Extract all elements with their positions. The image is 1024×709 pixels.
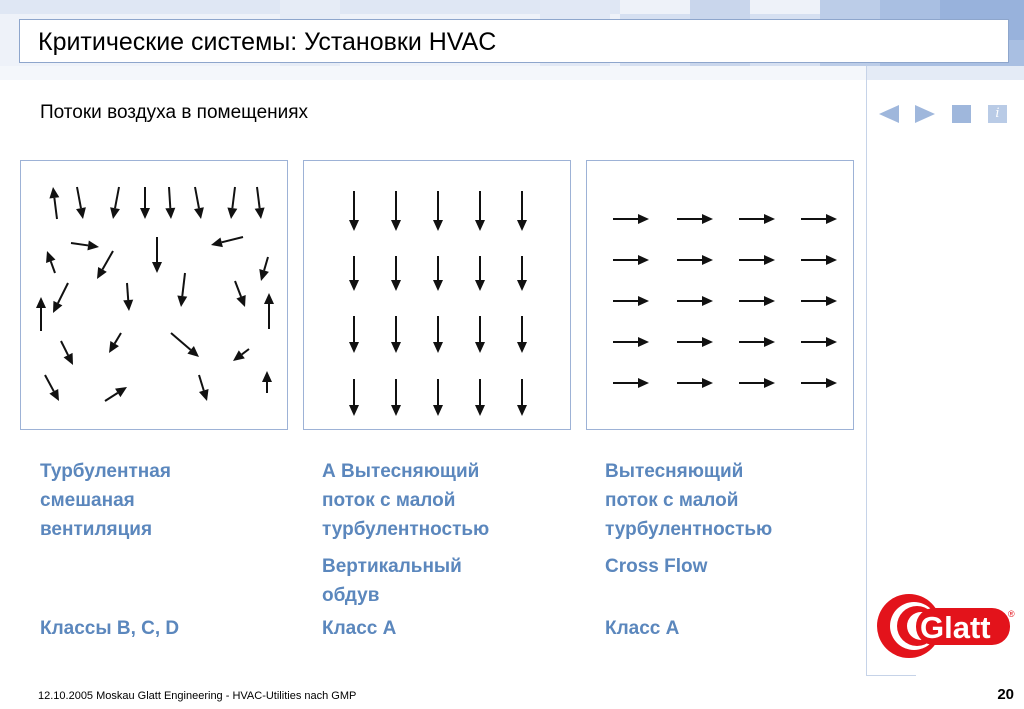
- flow-arrow: [152, 237, 162, 273]
- flow-arrow: [211, 237, 243, 247]
- flow-arrow: [517, 191, 527, 231]
- flow-arrow: [739, 378, 775, 388]
- flow-arrow: [739, 337, 775, 347]
- flow-arrow: [433, 316, 443, 353]
- flow-arrow: [233, 349, 249, 361]
- flow-arrow: [349, 379, 359, 416]
- flow-arrow: [262, 371, 272, 393]
- logo-registered: ®: [1008, 609, 1015, 619]
- class-label-turbulent: Классы B, C, D: [40, 618, 180, 639]
- flow-arrow: [517, 256, 527, 291]
- flow-arrow: [739, 214, 775, 224]
- flow-arrow: [255, 187, 265, 219]
- flow-arrow: [36, 297, 46, 331]
- column-crossflow: [605, 457, 855, 581]
- flow-arrow: [517, 316, 527, 353]
- column-line: смешаная: [40, 490, 135, 511]
- flow-arrow: [264, 293, 274, 329]
- flow-arrow: [194, 187, 204, 219]
- footer-text: 12.10.2005 Moskau Glatt Engineering - HVAC-Utilities nach GMP: [38, 690, 357, 702]
- flow-arrow: [475, 379, 485, 416]
- flow-arrow: [49, 187, 59, 219]
- flow-arrow: [76, 187, 86, 219]
- flow-arrow: [46, 251, 55, 273]
- flow-arrow: [235, 281, 246, 307]
- class-label-vertical: Класс А: [322, 618, 397, 639]
- flow-arrow: [349, 316, 359, 353]
- flow-arrow: [123, 283, 133, 311]
- flow-arrow: [677, 255, 713, 265]
- cross-flow-diagram: [586, 160, 854, 430]
- slide-subtitle: Потоки воздуха в помещениях: [40, 102, 309, 123]
- info-icon[interactable]: [988, 105, 1007, 123]
- column-turbulent: [40, 457, 290, 544]
- vertical-flow-arrows: [304, 161, 572, 431]
- flow-arrow: [801, 255, 837, 265]
- flow-arrow: [475, 191, 485, 231]
- flow-arrow: [165, 187, 175, 219]
- flow-arrow: [475, 256, 485, 291]
- class-label-crossflow: Класс А: [605, 618, 680, 639]
- column-line: А Вытесняющий: [322, 461, 480, 482]
- slide-title: Критические системы: Установки HVAC: [38, 28, 497, 56]
- flow-arrow: [613, 296, 649, 306]
- vertical-flow-diagram: [303, 160, 571, 430]
- column-line: турбулентностью: [322, 519, 490, 540]
- prev-arrow-icon[interactable]: [879, 105, 899, 123]
- flow-arrow: [613, 255, 649, 265]
- flow-arrow: [391, 379, 401, 416]
- info-glyph: i: [995, 106, 1000, 121]
- flow-arrow: [227, 187, 237, 219]
- column-subtype: Cross Flow: [605, 556, 708, 577]
- flow-arrow: [349, 191, 359, 231]
- column-line: Вытесняющий: [605, 461, 744, 482]
- column-vertical: [322, 457, 572, 610]
- flow-arrow: [109, 333, 121, 353]
- column-subtype: Вертикальный: [322, 556, 462, 577]
- flow-arrow: [140, 187, 150, 219]
- flow-arrow: [801, 214, 837, 224]
- flow-arrow: [45, 375, 59, 401]
- glatt-logo-mark: [876, 593, 1018, 659]
- flow-arrow: [739, 296, 775, 306]
- flow-arrow: [53, 283, 68, 313]
- flow-arrow: [97, 251, 113, 279]
- column-line: поток с малой: [605, 490, 739, 511]
- flow-arrow: [613, 378, 649, 388]
- flow-arrow: [801, 296, 837, 306]
- flow-arrow: [801, 378, 837, 388]
- flow-arrow: [677, 296, 713, 306]
- glatt-logo: [876, 593, 1018, 659]
- flow-arrow: [171, 333, 199, 357]
- flow-arrow: [475, 316, 485, 353]
- flow-arrow: [739, 255, 775, 265]
- flow-arrow: [677, 337, 713, 347]
- flow-arrow: [677, 378, 713, 388]
- flow-arrow: [613, 337, 649, 347]
- column-line: поток с малой: [322, 490, 456, 511]
- logo-wordmark: Glatt: [920, 610, 991, 645]
- horizontal-divider: [866, 675, 916, 676]
- column-line: Турбулентная: [40, 461, 171, 482]
- flow-arrow: [177, 273, 187, 307]
- turbulent-flow-diagram: [20, 160, 288, 430]
- flow-arrow: [391, 316, 401, 353]
- flow-arrow: [613, 214, 649, 224]
- column-line: турбулентностью: [605, 519, 773, 540]
- cross-flow-arrows: [587, 161, 855, 431]
- column-subtype: обдув: [322, 585, 380, 606]
- flow-arrow: [433, 379, 443, 416]
- flow-arrow: [349, 256, 359, 291]
- title-box: [19, 19, 1009, 63]
- flow-arrow: [391, 191, 401, 231]
- flow-arrow: [801, 337, 837, 347]
- flow-arrow: [199, 375, 209, 401]
- flow-arrow: [61, 341, 73, 365]
- flow-arrow: [110, 187, 120, 219]
- vertical-divider: [866, 66, 867, 676]
- column-line: вентиляция: [40, 519, 153, 540]
- flow-arrow: [259, 257, 269, 281]
- flow-arrow: [433, 256, 443, 291]
- flow-arrow: [517, 379, 527, 416]
- page-number: 20: [997, 686, 1014, 703]
- flow-arrow: [391, 256, 401, 291]
- flow-arrow: [71, 240, 99, 250]
- next-arrow-icon[interactable]: [915, 105, 935, 123]
- flow-arrow: [105, 387, 127, 401]
- stop-square-icon[interactable]: [952, 105, 971, 123]
- flow-arrow: [433, 191, 443, 231]
- turbulent-flow-arrows: [21, 161, 289, 431]
- flow-arrow: [677, 214, 713, 224]
